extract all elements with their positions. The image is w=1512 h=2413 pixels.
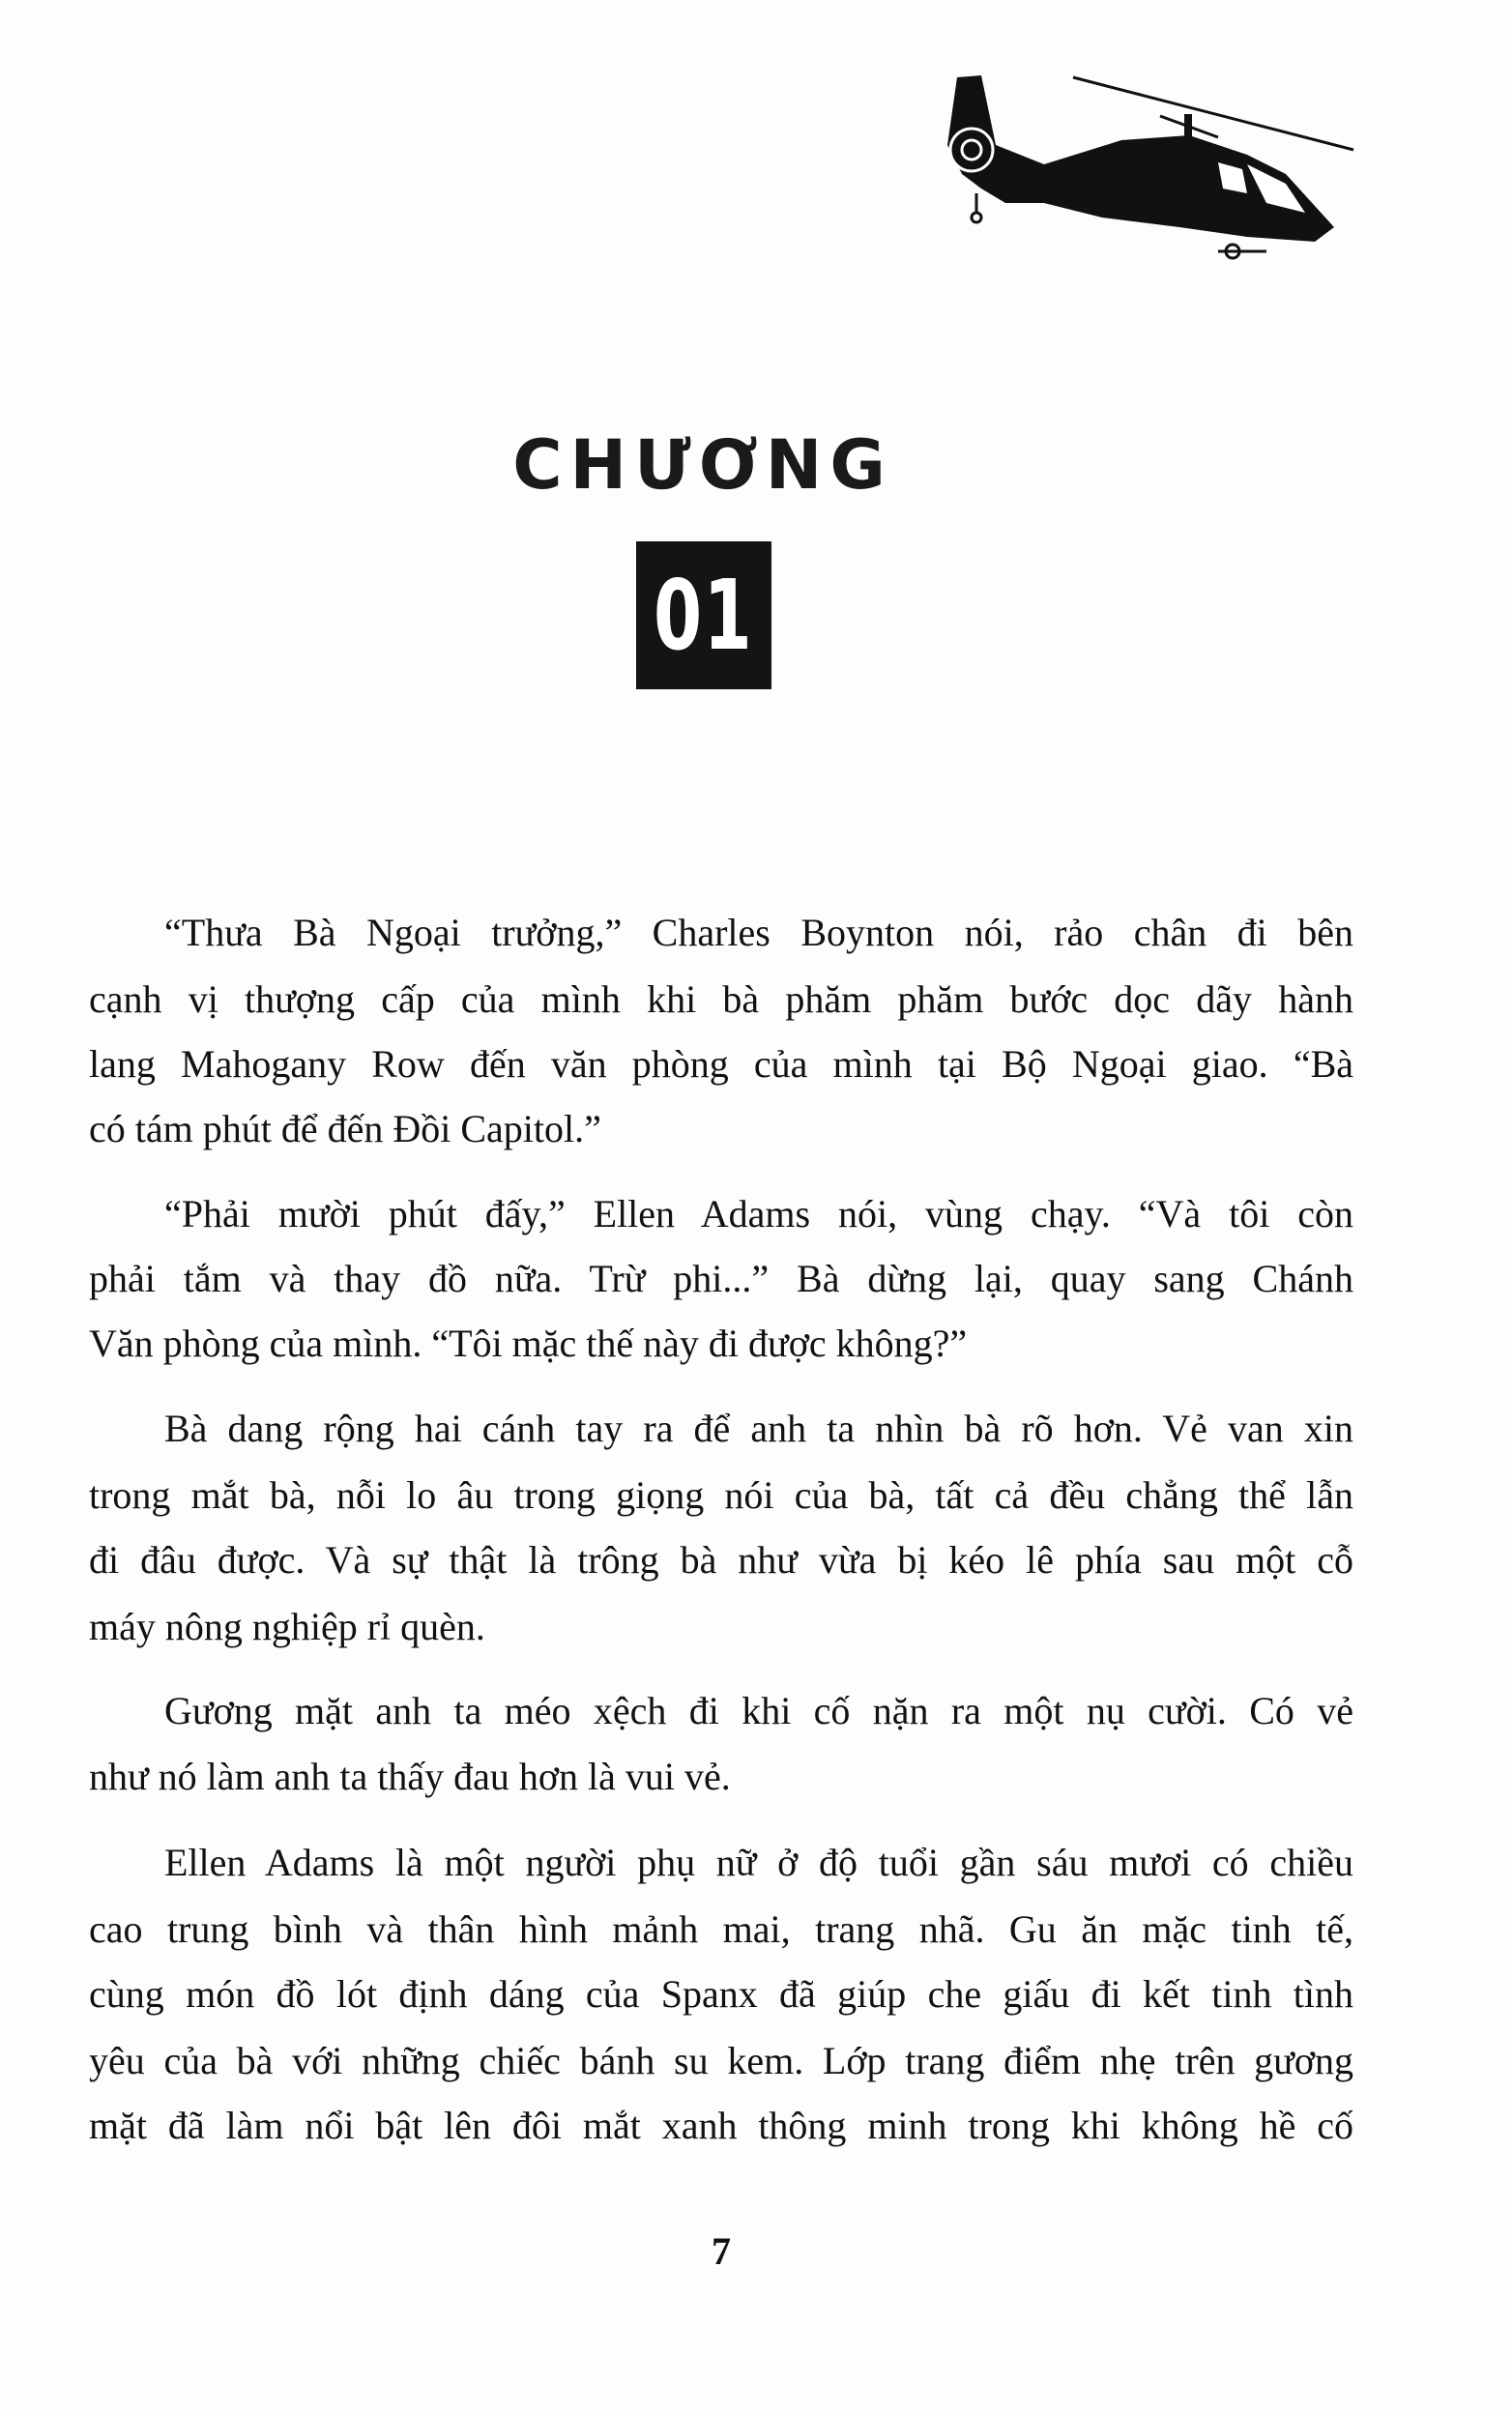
text-line: phải tắm và thay đồ nữa. Trừ phi...” Bà dừng lại, quay sang Chánh bbox=[89, 1257, 1353, 1300]
text-line: Ellen Adams là một người phụ nữ ở độ tuổi gần sáu mươi có chiều bbox=[164, 1841, 1353, 1884]
page-number: 7 bbox=[712, 2229, 731, 2273]
text-line: máy nông nghiệp rỉ quèn. bbox=[89, 1605, 485, 1648]
text-line: cao trung bình và thân hình mảnh mai, trang nhã. Gu ăn mặc tinh tế, bbox=[89, 1907, 1353, 1951]
text-line: yêu của bà với những chiếc bánh su kem. Lớp trang điểm nhẹ trên gương bbox=[89, 2039, 1353, 2082]
text-line: cạnh vị thượng cấp của mình khi bà phăm phăm bước dọc dãy hành bbox=[89, 977, 1353, 1021]
text-line: đi đâu được. Và sự thật là trông bà như vừa bị kéo lê phía sau một cỗ bbox=[89, 1538, 1353, 1582]
chapter-label: CHƯƠNG bbox=[512, 425, 893, 505]
chapter-number: 01 bbox=[654, 559, 754, 672]
chapter-number-box bbox=[636, 541, 771, 689]
text-line: có tám phút để đến Đồi Capitol.” bbox=[89, 1107, 601, 1150]
text-line: lang Mahogany Row đến văn phòng của mình tại Bộ Ngoại giao. “Bà bbox=[89, 1042, 1353, 1086]
text-line: Văn phòng của mình. “Tôi mặc thế này đi được không?” bbox=[89, 1322, 968, 1365]
text-line: “Thưa Bà Ngoại trưởng,” Charles Boynton nói, rảo chân đi bên bbox=[164, 911, 1353, 954]
text-line: cùng món đồ lót định dáng của Spanx đã giúp che giấu đi kết tinh tình bbox=[89, 1972, 1353, 2016]
text-line: Bà dang rộng hai cánh tay ra để anh ta nhìn bà rõ hơn. Vẻ van xin bbox=[164, 1407, 1353, 1450]
text-line: Gương mặt anh ta méo xệch đi khi cố nặn ra một nụ cười. Có vẻ bbox=[164, 1689, 1353, 1732]
text-line: mặt đã làm nổi bật lên đôi mắt xanh thông minh trong khi không hề cố bbox=[89, 2104, 1353, 2147]
helicopter-illustration bbox=[928, 58, 1373, 280]
text-line: trong mắt bà, nỗi lo âu trong giọng nói của bà, tất cả đều chẳng thể lẫn bbox=[89, 1473, 1353, 1517]
text-line: “Phải mười phút đấy,” Ellen Adams nói, vùng chạy. “Và tôi còn bbox=[164, 1192, 1353, 1236]
text-line: như nó làm anh ta thấy đau hơn là vui vẻ. bbox=[89, 1755, 731, 1798]
